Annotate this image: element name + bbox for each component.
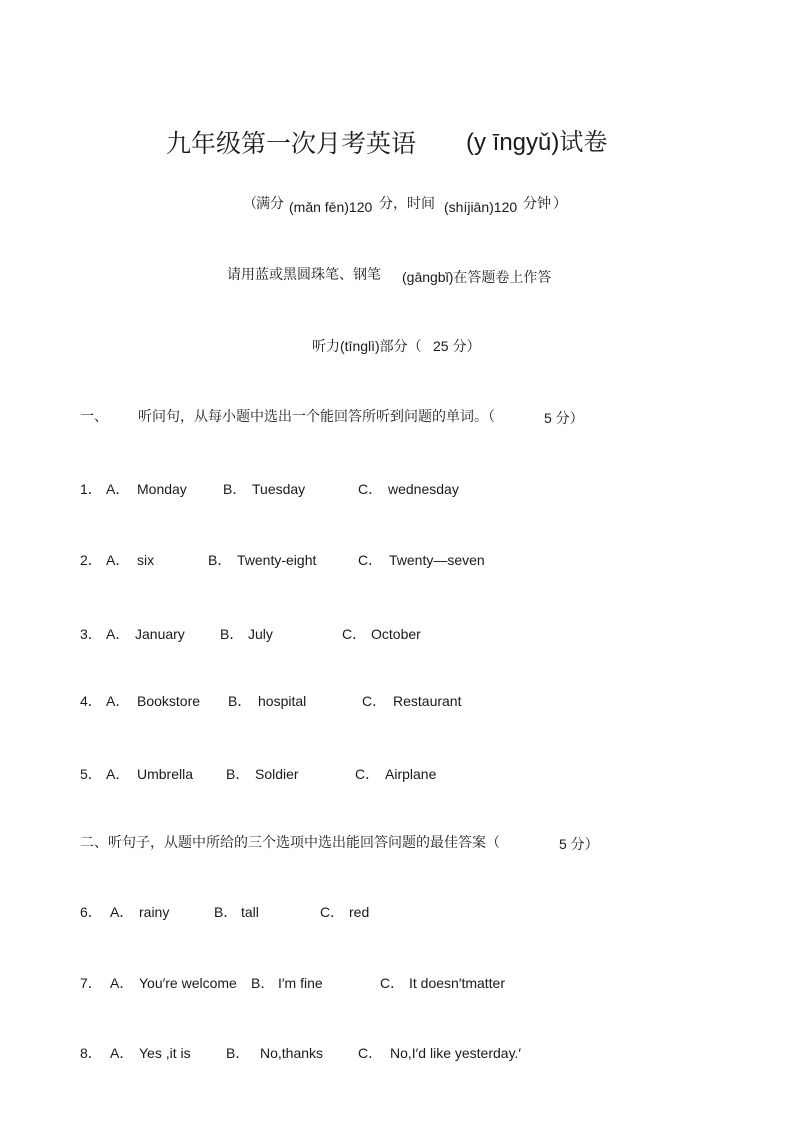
section1-score: 5 分） xyxy=(544,410,584,426)
subtitle-score-unit: 分，时间 xyxy=(379,196,435,212)
option-b-text: Twenty-eight xyxy=(237,552,317,568)
option-b-text: hospital xyxy=(258,693,307,709)
subtitle-open-paren: （ xyxy=(243,196,257,212)
option-a-label: A． xyxy=(106,626,130,642)
instruction-pinyin: (gāngbǐ)在答题卷上作答 xyxy=(402,269,552,285)
listening-heading-pre: 听力(tīngl xyxy=(312,338,372,354)
option-c-label: C． xyxy=(342,626,367,642)
option-b-label: B． xyxy=(228,693,252,709)
question-number: 7． xyxy=(80,975,102,991)
listening-heading xyxy=(312,339,422,353)
option-a-text: Yes ,it is xyxy=(139,1045,191,1061)
option-b-label: B． xyxy=(220,626,244,642)
section1-number: 一、 xyxy=(80,409,108,425)
option-b-label: B． xyxy=(208,552,232,568)
option-a-label: A． xyxy=(106,552,130,568)
option-a-text: six xyxy=(137,552,155,568)
option-b-label: B． xyxy=(251,975,275,991)
option-b-label: B． xyxy=(214,904,238,920)
option-b-label: B． xyxy=(226,1045,250,1061)
subtitle-close-paren: ） xyxy=(553,196,567,212)
listening-heading-mid: ì)部分（ xyxy=(371,338,422,354)
option-a-label: A． xyxy=(110,1045,134,1061)
instruction-text: 请用蓝或黑圆珠笔、钢笔 xyxy=(227,267,381,283)
subtitle-score-pinyin: (mǎn fēn)120 xyxy=(289,199,373,215)
option-c-text: No,I′d like yesterday.′ xyxy=(390,1045,522,1061)
option-c-label: C． xyxy=(380,975,405,991)
option-c-text: Restaurant xyxy=(393,693,462,709)
section2-heading: 二、听句子，从题中所给的三个选项中选出能回答问题的最佳答案（ xyxy=(80,835,500,851)
option-c-label: C． xyxy=(358,1045,383,1061)
option-a-text: Umbrella xyxy=(137,766,194,782)
question-number: 1． xyxy=(80,481,102,497)
option-c-text: red xyxy=(349,904,370,920)
subtitle-time-unit: 分钟 xyxy=(523,196,551,212)
option-c-label: C． xyxy=(362,693,387,709)
option-a-text: Bookstore xyxy=(137,693,201,709)
option-a-text: Monday xyxy=(137,481,187,497)
option-c-label: C． xyxy=(355,766,380,782)
option-c-text: Twenty—seven xyxy=(389,552,485,568)
option-b-label: B． xyxy=(226,766,250,782)
question-number: 6． xyxy=(80,904,102,920)
option-c-label: C． xyxy=(320,904,345,920)
option-c-label: C． xyxy=(358,552,383,568)
listening-heading-score: 25 分） xyxy=(433,338,481,354)
section1-heading: 听问句，从每小题中选出一个能回答所听到问题的单词。（ xyxy=(138,409,495,425)
option-a-label: A． xyxy=(106,766,130,782)
question-number: 5． xyxy=(80,766,102,782)
option-b-text: No,thanks xyxy=(260,1045,324,1061)
option-a-text: You′re welcome xyxy=(139,975,237,991)
question-number: 8． xyxy=(80,1045,102,1061)
option-a-label: A． xyxy=(110,975,134,991)
option-a-label: A． xyxy=(106,693,130,709)
option-b-text: Tuesday xyxy=(252,481,306,497)
question-number: 4． xyxy=(80,693,102,709)
option-a-text: January xyxy=(135,626,185,642)
question-number: 2． xyxy=(80,552,102,568)
option-c-text: Airplane xyxy=(385,766,437,782)
page-title: 九年级第一次月考英语 xyxy=(166,129,417,158)
option-b-text: I′m fine xyxy=(278,975,323,991)
question-number: 3． xyxy=(80,626,102,642)
option-a-text: rainy xyxy=(139,904,170,920)
section2-score: 5 分） xyxy=(559,836,599,852)
option-b-text: July xyxy=(248,626,273,642)
subtitle-time-pinyin: (shíjiān)120 xyxy=(444,199,518,215)
option-c-text: wednesday xyxy=(388,481,459,497)
subtitle-score-label: 满分 xyxy=(256,196,284,212)
option-b-label: B． xyxy=(223,481,247,497)
option-a-label: A． xyxy=(110,904,134,920)
option-c-text: It doesn′tmatter xyxy=(409,975,506,991)
page-title-pinyin: (y īngyǔ)试卷 xyxy=(466,129,608,156)
option-a-label: A． xyxy=(106,481,130,497)
option-c-label: C． xyxy=(358,481,383,497)
option-b-text: Soldier xyxy=(255,766,299,782)
option-c-text: October xyxy=(371,626,421,642)
option-b-text: tall xyxy=(241,904,259,920)
